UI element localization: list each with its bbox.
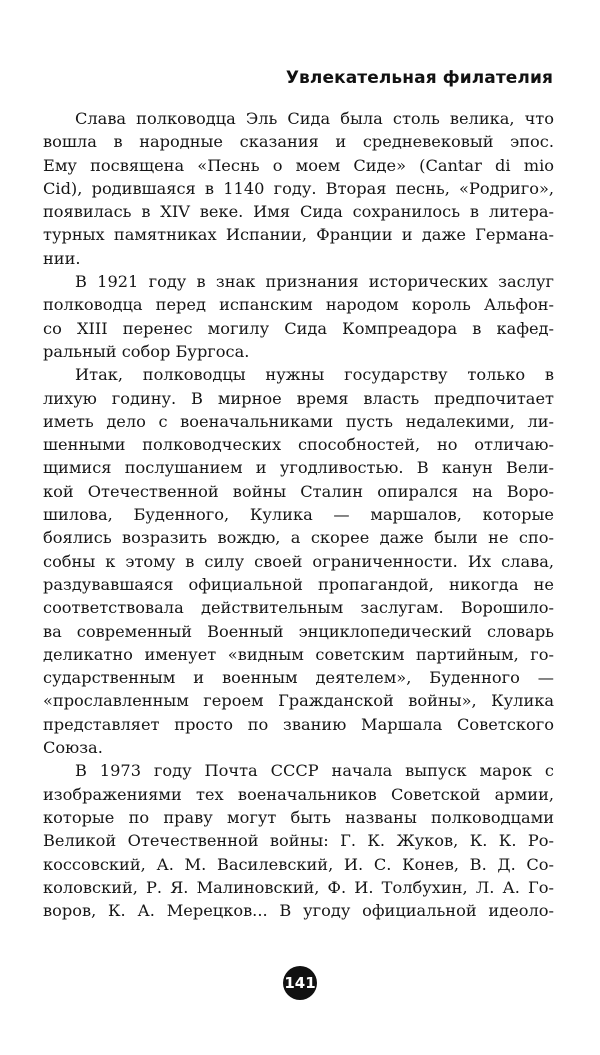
text-line: Итак, полководцы нужны государству только в <box>75 365 554 385</box>
text-line: появилась в XIV веке. Имя Сида сохранилось в литера- <box>43 202 554 222</box>
text-line: которые по праву могут быть названы полководцами <box>43 807 554 827</box>
text-line: Ему посвящена «Песнь о моем Сиде» (Cantar di mio <box>43 155 554 175</box>
text-line: деликатно именует «видным советским партийным, го- <box>43 644 554 664</box>
text-line: шилова, Буденного, Кулика — маршалов, которые <box>43 505 554 525</box>
text-line: собны к этому в силу своей ограниченности. Их слава, <box>43 551 554 571</box>
text-line: турных памятниках Испании, Франции и даже Германа- <box>43 225 554 245</box>
running-head-title: Увлекательная филателия <box>285 68 553 88</box>
text-line: ва современный Военный энциклопедический словарь <box>43 621 554 641</box>
text-line: вошла в народные сказания и средневековый эпос. <box>43 132 554 152</box>
text-line: полководца перед испанским народом король Альфон- <box>43 295 554 315</box>
text-line: коловский, Р. Я. Малиновский, Ф. И. Толбухин, Л. А. Го- <box>43 877 554 897</box>
text-line: Великой Отечественной войны: Г. К. Жуков, К. К. Ро- <box>43 831 554 851</box>
text-line: боялись возразить вождю, а скорее даже были не спо- <box>43 528 554 548</box>
text-line: ральный собор Бургоса. <box>43 341 250 361</box>
text-line: со XIII перенес могилу Сида Компреадора в кафед- <box>43 318 554 338</box>
text-line: шенными полководческих способностей, но отличаю- <box>43 435 554 455</box>
text-line: коссовский, А. М. Василевский, И. С. Конев, В. Д. Со- <box>43 854 554 874</box>
text-line: Cid), родившаяся в 1140 году. Вторая песнь, «Родриго», <box>43 178 554 198</box>
text-line: В 1973 году Почта СССР начала выпуск марок с <box>75 761 554 781</box>
text-line: изображениями тех военачальников Советской армии, <box>43 784 554 804</box>
text-line: В 1921 году в знак признания исторических заслуг <box>75 272 554 292</box>
text-line: Союза. <box>43 738 103 758</box>
text-line: воров, К. А. Мерецков... В угоду официальной идеоло- <box>43 901 554 921</box>
text-line: сударственным и военным деятелем», Буденного — <box>43 668 554 688</box>
text-line: Слава полководца Эль Сида была столь велика, что <box>75 109 554 128</box>
text-line: соответствовала действительным заслугам. Ворошило- <box>43 598 554 618</box>
text-line: представляет просто по званию Маршала Советского <box>43 714 554 734</box>
text-line: раздувавшаяся официальной пропагандой, никогда не <box>43 574 554 594</box>
text-line: нии. <box>43 248 81 268</box>
page-number-badge: 141 <box>283 966 317 1000</box>
text-line: лихую годину. В мирное время власть предпочитает <box>43 388 554 408</box>
text-line: иметь дело с военачальниками пусть недалекими, ли- <box>43 411 554 431</box>
text-line: кой Отечественной войны Сталин опирался на Воро- <box>43 481 554 501</box>
body-text <box>43 107 554 922</box>
text-line: щимися послушанием и угодливостью. В канун Вели- <box>43 458 554 478</box>
text-line: «прославленным героем Гражданской войны», Кулика <box>43 691 554 711</box>
